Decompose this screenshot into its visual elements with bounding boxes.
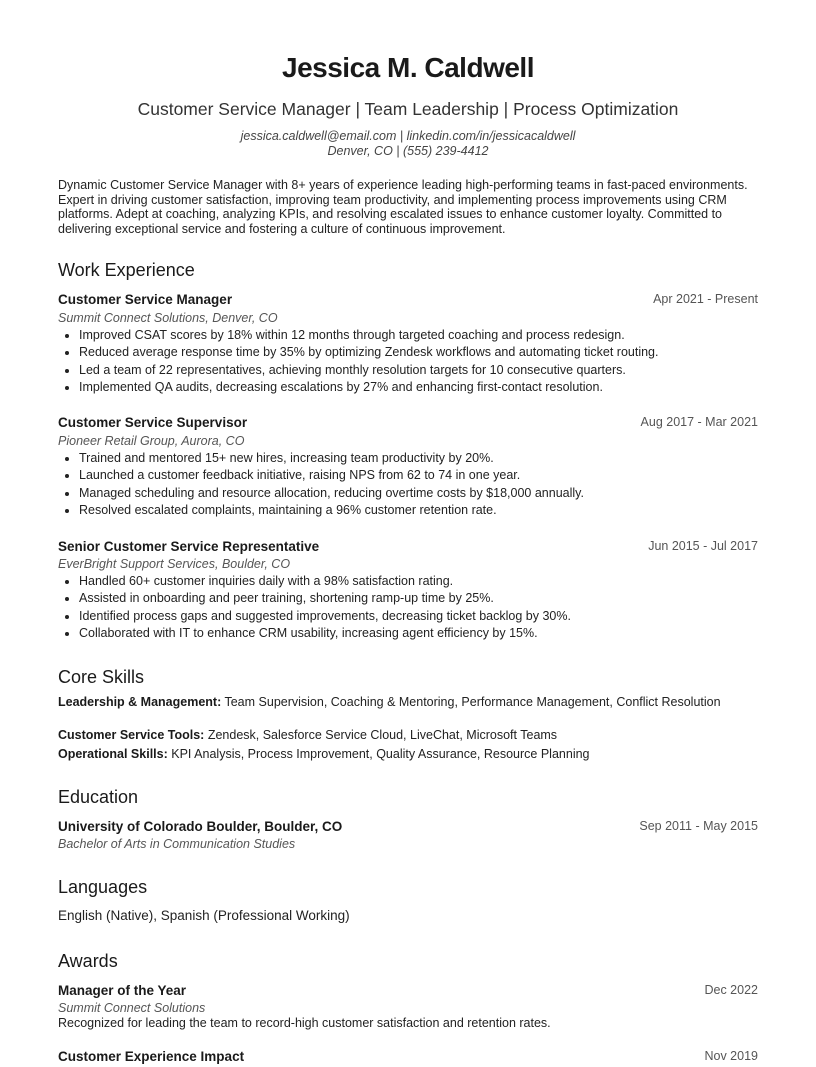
job-title: Senior Customer Service Representative [58,539,320,554]
contact-line-1: jessica.caldwell@email.com | linkedin.com/in/jessicacaldwell [240,129,576,143]
candidate-name: Jessica M. Caldwell [282,52,534,83]
section-heading-languages: Languages [58,877,148,897]
award-date: Nov 2019 [704,1049,758,1063]
list-item: • Handled 60+ customer inquiries daily with a 98% satisfaction rating. [79,573,758,590]
award-header [58,1049,758,1067]
list-item: • Led a team of 22 representatives, achieving monthly resolution targets for 10 consecutive quarters. [79,362,758,379]
list-item: • Assisted in onboarding and peer training, shortening ramp-up time by 25%. [79,590,758,607]
list-item: • Implemented QA audits, decreasing escalations by 27% and enhancing first-contact resolution. [79,379,758,396]
job-dates: Aug 2017 - Mar 2021 [640,415,758,429]
skill-line [58,728,758,743]
skill-category: Customer Service Tools: [58,728,205,742]
resume-page [58,0,758,1064]
list-item: • Identified process gaps and suggested improvements, decreasing ticket backlog by 30%. [79,608,758,625]
skill-category: Leadership & Management: [58,695,222,709]
skill-list: Team Supervision, Coaching & Mentoring, Performance Management, Conflict Resolution [224,695,721,709]
skill-list: Zendesk, Salesforce Service Cloud, LiveChat, Microsoft Teams [207,728,558,742]
job-bullets [58,573,758,643]
list-item: • Launched a customer feedback initiative, raising NPS from 62 to 74 in one year. [79,467,758,484]
headline: Customer Service Manager | Team Leadership | Process Optimization [137,99,679,119]
section-heading-awards: Awards [58,951,118,971]
section-heading-education: Education [58,787,139,807]
job-header [58,415,758,433]
list-item: • Collaborated with IT to enhance CRM usability, increasing agent efficiency by 15%. [79,625,758,642]
list-item: • Resolved escalated complaints, maintaining a 96% customer retention rate. [79,502,758,519]
award-title: Manager of the Year [58,983,187,998]
list-item: • Managed scheduling and resource allocation, reducing overtime costs by $18,000 annually. [79,485,758,502]
section-heading-skills: Core Skills [58,667,145,687]
job-dates: Apr 2021 - Present [653,292,758,306]
education-dates: Sep 2011 - May 2015 [639,819,758,833]
contact-line-2: Denver, CO | (555) 239-4412 [327,144,489,158]
job-dates: Jun 2015 - Jul 2017 [648,539,758,553]
job-bullets [58,450,758,520]
job-company: Summit Connect Solutions, Denver, CO [58,311,278,325]
job-header [58,539,758,557]
skill-list: KPI Analysis, Process Improvement, Quality Assurance, Resource Planning [171,747,590,761]
skill-line [58,747,758,762]
award-title: Customer Experience Impact [58,1049,245,1064]
skill-category: Operational Skills: [58,747,168,761]
job-company: EverBright Support Services, Boulder, CO [58,557,291,571]
award-description: Recognized for leading the team to record-high customer satisfaction and retention rates. [58,1016,551,1030]
award-date: Dec 2022 [704,983,758,997]
professional-summary: Dynamic Customer Service Manager with 8+ years of experience leading high-performing teams in fast-paced environments. Expert in driving customer satisfaction, improving team productivity, and implementing process improvements using CRM platforms. Adept at coaching, analyzing KPIs, and resolving escalated issues to enhance customer loyalty. Committed to delivering exceptional service and fostering a culture of continuous improvement. [58,178,748,236]
skill-line [58,695,758,710]
degree: Bachelor of Arts in Communication Studies [58,837,296,851]
job-title: Customer Service Supervisor [58,415,248,430]
education-header [58,819,758,837]
award-organization: Summit Connect Solutions [58,1001,206,1015]
list-item: • Trained and mentored 15+ new hires, increasing team productivity by 20%. [79,450,758,467]
list-item: • Improved CSAT scores by 18% within 12 months through targeted coaching and process redesign. [79,327,758,344]
list-item: • Reduced average response time by 35% by optimizing Zendesk workflows and automating ticket routing. [79,344,758,361]
languages-list: English (Native), Spanish (Professional Working) [58,908,350,923]
award-header [58,983,758,1001]
school-name: University of Colorado Boulder, Boulder, CO [58,819,343,834]
job-header [58,292,758,310]
job-company: Pioneer Retail Group, Aurora, CO [58,434,245,448]
section-heading-experience: Work Experience [58,260,195,280]
job-title: Customer Service Manager [58,292,233,307]
job-bullets [58,327,758,397]
